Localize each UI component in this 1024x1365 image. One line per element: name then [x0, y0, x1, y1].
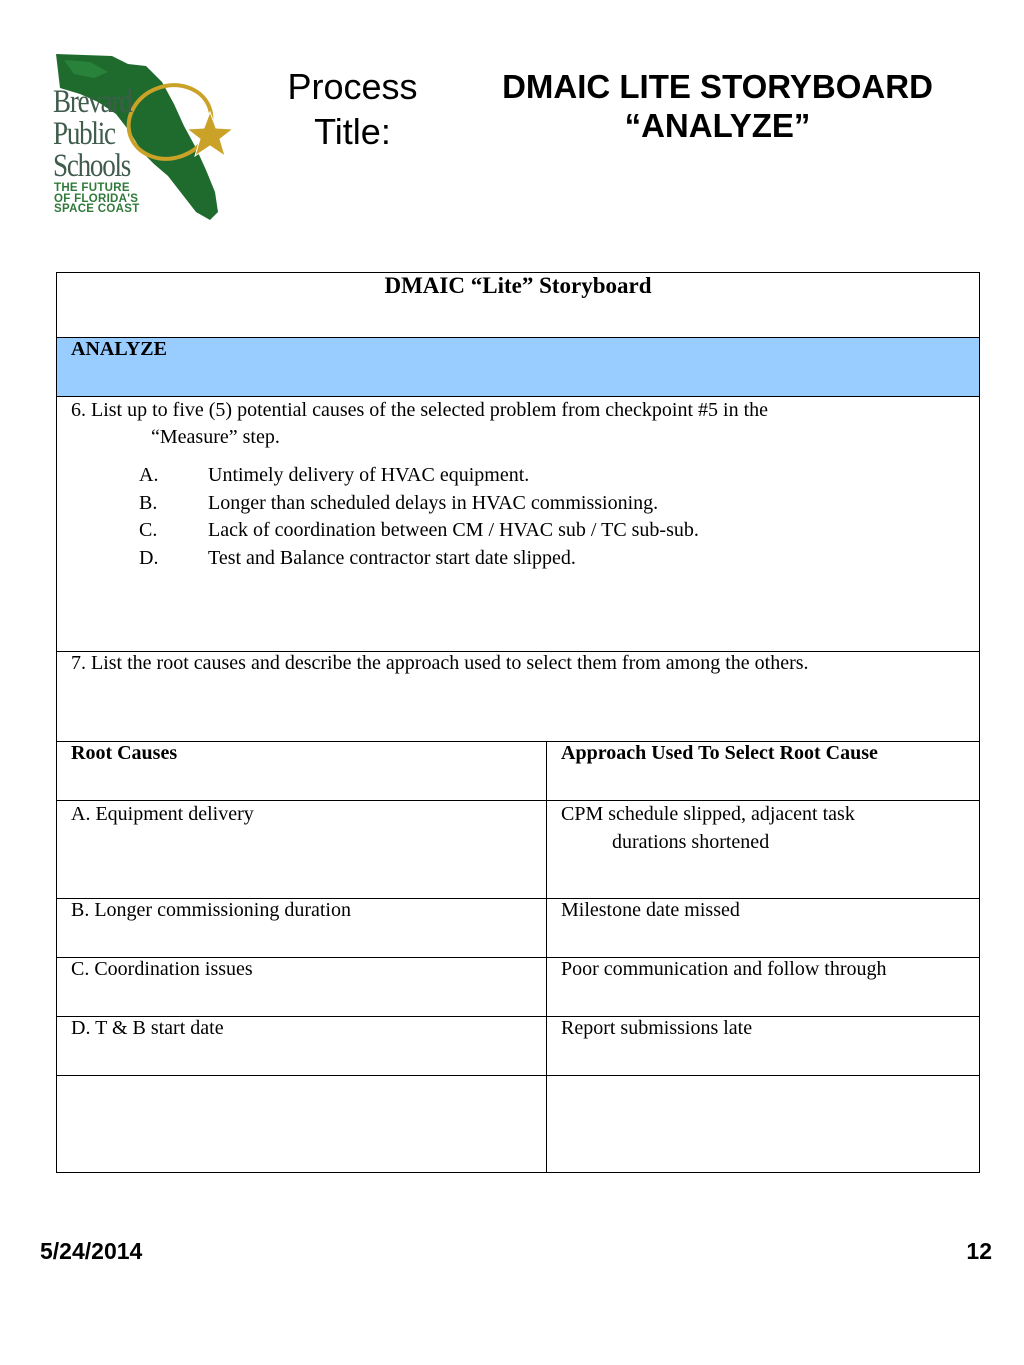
- footer-date: 5/24/2014: [40, 1238, 143, 1264]
- table-row: [57, 801, 980, 899]
- section-header-analyze: ANALYZE: [57, 338, 980, 397]
- root-cause-cell: D. T & B start date: [57, 1017, 547, 1076]
- approach-cell: CPM schedule slipped, adjacent task durations shortened: [547, 801, 980, 899]
- logo-tagline: THE FUTURE OF FLORIDA'S SPACE COAST: [54, 182, 140, 215]
- root-cause-cell: C. Coordination issues: [57, 958, 547, 1017]
- potential-causes-list: [71, 462, 965, 572]
- column-header-root-causes: Root Causes: [57, 742, 547, 801]
- list-item: D. Test and Balance contractor start date slipped.: [139, 546, 576, 569]
- list-item: C. Lack of coordination between CM / HVAC sub / TC sub-sub.: [139, 519, 699, 541]
- brevard-logo: [50, 52, 235, 222]
- page-number: 12: [966, 1238, 992, 1264]
- list-item: B. Longer than scheduled delays in HVAC commissioning.: [139, 491, 659, 514]
- process-title-label: Process Title:: [287, 66, 418, 152]
- root-cause-cell: A. Equipment delivery: [57, 801, 547, 899]
- root-cause-cell: B. Longer commissioning duration: [57, 899, 547, 958]
- table-row: [57, 958, 980, 1017]
- logo-wordmark: Brevard Public Schools: [53, 84, 132, 184]
- list-item: A. Untimely delivery of HVAC equipment.: [139, 464, 530, 486]
- question-6-text-cont: “Measure” step.: [151, 426, 280, 448]
- table-title: DMAIC “Lite” Storyboard: [57, 273, 980, 338]
- document-title: DMAIC LITE STORYBOARD “ANALYZE”: [502, 68, 933, 144]
- question-6-cell: [57, 397, 980, 652]
- approach-cell: Poor communication and follow through: [547, 958, 980, 1017]
- approach-cell: Report submissions late: [547, 1017, 980, 1076]
- table-row: [57, 1017, 980, 1076]
- column-header-approach: Approach Used To Select Root Cause: [547, 742, 980, 801]
- approach-cell: Milestone date missed: [547, 899, 980, 958]
- question-7-text: 7. List the root causes and describe the approach used to select them from among the others.: [57, 652, 980, 742]
- empty-cell: [547, 1076, 980, 1173]
- table-row-empty: [57, 1076, 980, 1173]
- table-row: [57, 899, 980, 958]
- empty-cell: [57, 1076, 547, 1173]
- storyboard-table: [56, 272, 980, 1173]
- question-6-text: 6. List up to five (5) potential causes of the selected problem from checkpoint #5 in the: [71, 399, 769, 421]
